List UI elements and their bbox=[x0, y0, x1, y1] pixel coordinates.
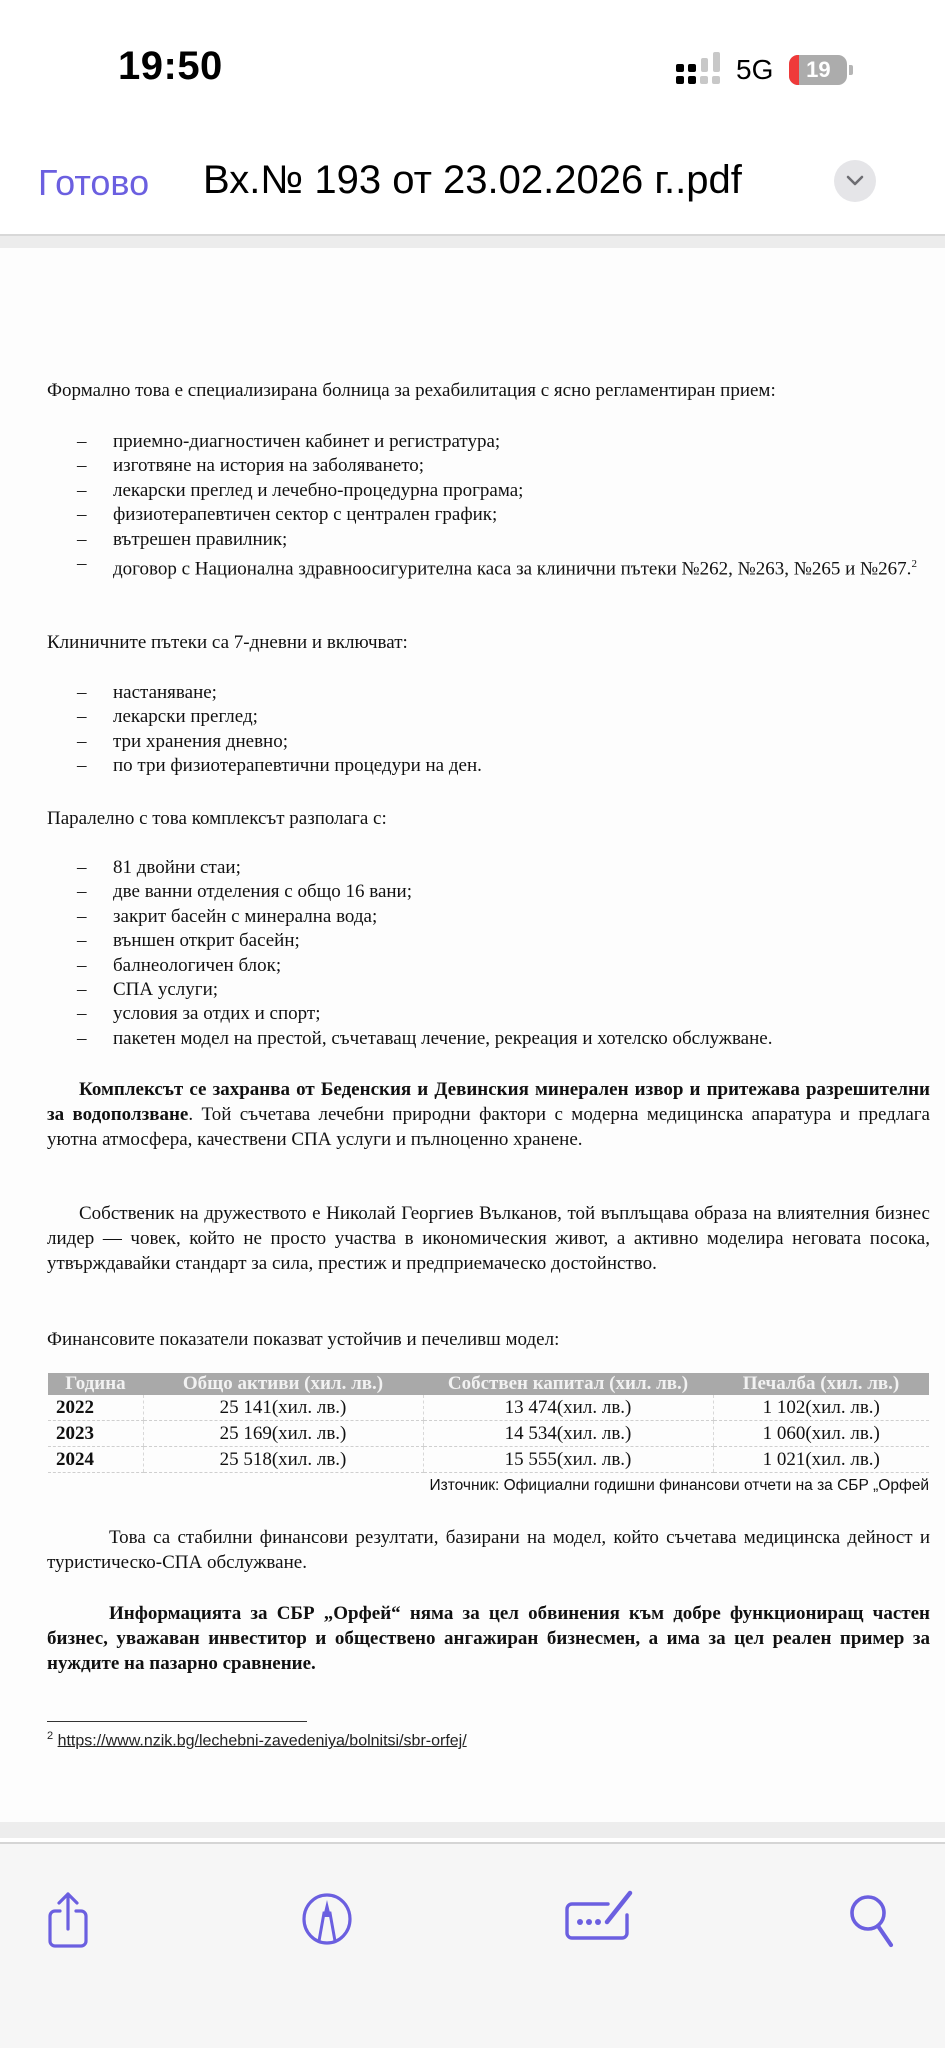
list-facilities bbox=[77, 856, 937, 1051]
list-item: – изготвяне на история на заболяването; bbox=[77, 455, 425, 477]
list-admission bbox=[77, 430, 937, 582]
document-title[interactable]: Вх.№ 193 от 23.02.2026 г..pdf bbox=[203, 158, 742, 202]
share-icon bbox=[43, 1889, 93, 1949]
list-item: – лекарски преглед; bbox=[77, 706, 258, 728]
battery-tip bbox=[849, 65, 853, 75]
paragraph-intro-2: Клиничните пътеки са 7-дневни и включват: bbox=[47, 632, 408, 653]
paragraph-owner: Собственик на дружеството е Николай Георгиев Вълканов, той въплъщава образа на влиятелния бизнес лидер — човек, който не просто участва в икономическия живот, а активно моделира неговата посока, утвърждавайки стандарт за сила, престиж и предприемаческо достойнство. bbox=[47, 1203, 930, 1274]
list-item: – външен открит басейн; bbox=[77, 930, 300, 952]
paragraph-results: Това са стабилни финансови резултати, базирани на модел, който съчетава медицинска дейност и туристическо-СПА обслужване. bbox=[47, 1527, 930, 1573]
footnote-link[interactable]: https://www.nzik.bg/lechebni-zavedeniya/bolnitsi/sbr-orfej/ bbox=[57, 1732, 467, 1750]
col-total-assets: Общо активи (хил. лв.) bbox=[143, 1373, 423, 1395]
signature-icon bbox=[560, 1889, 640, 1949]
table-row: 2023 25 169(хил. лв.) 14 534(хил. лв.) 1 060(хил. лв.) bbox=[48, 1421, 929, 1447]
network-type: 5G bbox=[736, 54, 774, 85]
table-source: Източник: Официални годишни финансови отчети на за СБР „Орфей bbox=[429, 1477, 929, 1494]
status-bar bbox=[0, 0, 945, 120]
footnote-ref[interactable]: 2 bbox=[911, 558, 917, 571]
title-menu-button[interactable] bbox=[834, 160, 876, 202]
list-item: – 81 двойни стаи; bbox=[77, 857, 241, 878]
navigation-bar bbox=[0, 150, 945, 216]
cellular-signal-icon bbox=[676, 56, 720, 84]
list-item: – две ванни отделения с общо 16 вани; bbox=[77, 881, 413, 903]
list-item: – балнеологичен блок; bbox=[77, 954, 282, 976]
status-time: 19:50 bbox=[118, 44, 223, 88]
done-button[interactable]: Готово bbox=[38, 162, 150, 203]
battery-level: 19 bbox=[806, 57, 831, 82]
chevron-down-icon bbox=[846, 175, 864, 187]
paragraph-intro-3: Паралелно с това комплексът разполага с: bbox=[47, 808, 387, 829]
page-gap bbox=[0, 1822, 945, 1838]
bottom-toolbar bbox=[0, 1844, 945, 2048]
markup-icon bbox=[300, 1889, 354, 1949]
markup-button[interactable] bbox=[297, 1884, 357, 1954]
battery-icon bbox=[789, 55, 847, 85]
list-item: – договор с Национална здравноосигурителна каса за клинични пътеки №262, №263, №265 и №267.$^2$ bbox=[77, 553, 917, 580]
search-icon bbox=[846, 1889, 900, 1949]
table-header-row bbox=[48, 1373, 929, 1395]
col-year: Година bbox=[48, 1373, 143, 1395]
financial-table bbox=[48, 1373, 929, 1473]
col-equity: Собствен капитал (хил. лв.) bbox=[423, 1373, 713, 1395]
list-item: – условия за отдих и спорт; bbox=[77, 1003, 321, 1025]
footnote-separator bbox=[47, 1721, 307, 1722]
share-button[interactable] bbox=[38, 1884, 98, 1954]
pdf-page[interactable] bbox=[0, 248, 945, 1822]
footnote bbox=[47, 1730, 467, 1750]
list-item: – СПА услуги; bbox=[77, 979, 219, 1001]
table-row: 2024 25 518(хил. лв.) 15 555(хил. лв.) 1 021(хил. лв.) bbox=[48, 1447, 929, 1473]
footnote-number: 2 bbox=[47, 1730, 54, 1742]
paragraph-mineral-springs: Комплексът се захранва от Беденския и Девинския минерален извор и притежава разрешителни за водоползване. Той съчетава лечебни природни фактори с модерна медицинска апаратура и предлага уютна атмосфера, качествени СПА услуги и пълноценно хранене. bbox=[47, 1079, 930, 1150]
list-item: – по три физиотерапевтични процедури на ден. bbox=[77, 755, 482, 777]
list-item: – пакетен модел на престой, съчетаващ лечение, рекреация и хотелско обслужване. bbox=[77, 1027, 773, 1049]
list-item: – лекарски преглед и лечебно-процедурна програма; bbox=[77, 479, 524, 501]
search-button[interactable] bbox=[843, 1884, 903, 1954]
table-row: 2022 25 141(хил. лв.) 13 474(хил. лв.) 1 102(хил. лв.) bbox=[48, 1395, 929, 1421]
list-item: – три хранения дневно; bbox=[77, 730, 288, 752]
list-item: – приемно-диагностичен кабинет и регистратура; bbox=[77, 431, 501, 452]
page-gap bbox=[0, 236, 945, 248]
list-item: – вътрешен правилник; bbox=[77, 528, 288, 550]
list-item: – настаняване; bbox=[77, 682, 217, 703]
list-item: – закрит басейн с минерална вода; bbox=[77, 905, 378, 927]
list-item: – физиотерапевтичен сектор с централен график; bbox=[77, 504, 498, 526]
signature-button[interactable] bbox=[560, 1884, 640, 1954]
paragraph-intro-4: Финансовите показатели показват устойчив и печеливш модел: bbox=[47, 1329, 560, 1350]
col-profit: Печалба (хил. лв.) bbox=[713, 1373, 929, 1395]
paragraph-intro-1: Формално това е специализирана болница за рехабилитация с ясно регламентиран прием: bbox=[47, 380, 776, 401]
status-indicators bbox=[676, 52, 853, 88]
paragraph-disclaimer: Информацията за СБР „Орфей“ няма за цел обвинения към добре функциониращ частен бизнес, уважаван инвеститор и обществено ангажиран бизнесмен, а има за цел реален пример за нуждите на пазарно сравнение. bbox=[47, 1603, 930, 1674]
list-clinical-paths bbox=[77, 681, 937, 779]
